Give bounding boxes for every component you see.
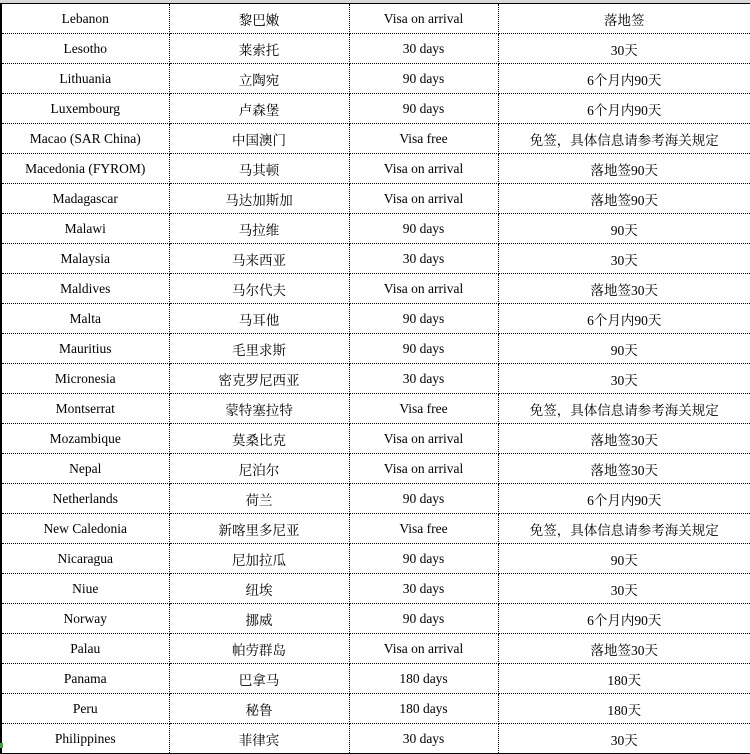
table-row [1, 184, 750, 214]
cell-country-zh: 马其顿 [169, 154, 349, 184]
cell-visa-zh: 免签，具体信息请参考海关规定 [498, 514, 750, 544]
cell-country-en: Netherlands [1, 484, 169, 514]
table-row [1, 394, 750, 424]
cell-country-en: New Caledonia [1, 514, 169, 544]
cell-country-zh: 毛里求斯 [169, 334, 349, 364]
table-row [1, 514, 750, 544]
table-row [1, 364, 750, 394]
cell-country-en: Palau [1, 634, 169, 664]
cell-country-zh: 蒙特塞拉特 [169, 394, 349, 424]
cell-country-zh: 密克罗尼西亚 [169, 364, 349, 394]
visa-table-body [1, 4, 750, 754]
cell-country-en: Peru [1, 694, 169, 724]
cell-visa-zh: 180天 [498, 694, 750, 724]
cell-country-en: Panama [1, 664, 169, 694]
table-row [1, 454, 750, 484]
cell-country-zh: 纽埃 [169, 574, 349, 604]
table-row [1, 544, 750, 574]
cell-country-zh: 立陶宛 [169, 64, 349, 94]
cell-visa-zh: 90天 [498, 214, 750, 244]
cell-country-en: Philippines [1, 724, 169, 754]
cell-visa-en: 30 days [349, 244, 498, 274]
cell-country-en: Norway [1, 604, 169, 634]
cell-visa-en: 180 days [349, 694, 498, 724]
cell-visa-zh: 落地签 [498, 4, 750, 34]
cell-visa-zh: 90天 [498, 334, 750, 364]
cell-visa-en: Visa on arrival [349, 184, 498, 214]
cell-visa-en: Visa free [349, 514, 498, 544]
cell-country-en: Lebanon [1, 4, 169, 34]
cell-visa-en: 30 days [349, 34, 498, 64]
cell-country-en: Niue [1, 574, 169, 604]
table-row [1, 304, 750, 334]
cell-visa-en: 30 days [349, 724, 498, 754]
cell-visa-en: 90 days [349, 604, 498, 634]
cell-country-zh: 马拉维 [169, 214, 349, 244]
cell-country-en: Mozambique [1, 424, 169, 454]
cell-visa-en: 180 days [349, 664, 498, 694]
table-row [1, 274, 750, 304]
cell-visa-zh: 免签，具体信息请参考海关规定 [498, 394, 750, 424]
cell-country-zh: 秘鲁 [169, 694, 349, 724]
cell-country-zh: 黎巴嫩 [169, 4, 349, 34]
cell-visa-zh: 落地签30天 [498, 634, 750, 664]
cell-visa-zh: 30天 [498, 724, 750, 754]
table-row [1, 94, 750, 124]
visa-table [0, 3, 750, 754]
cell-visa-en: Visa free [349, 394, 498, 424]
cell-visa-en: 30 days [349, 364, 498, 394]
cell-visa-en: 90 days [349, 214, 498, 244]
cell-country-en: Micronesia [1, 364, 169, 394]
cell-visa-zh: 6个月内90天 [498, 304, 750, 334]
cell-visa-en: 90 days [349, 484, 498, 514]
cell-country-en: Malawi [1, 214, 169, 244]
cell-visa-zh: 30天 [498, 364, 750, 394]
cell-visa-zh: 30天 [498, 34, 750, 64]
cell-country-en: Maldives [1, 274, 169, 304]
cell-visa-en: 90 days [349, 544, 498, 574]
cell-country-zh: 荷兰 [169, 484, 349, 514]
cell-visa-en: Visa on arrival [349, 274, 498, 304]
cell-visa-zh: 落地签30天 [498, 274, 750, 304]
table-row [1, 214, 750, 244]
cell-visa-en: 90 days [349, 304, 498, 334]
cell-country-en: Montserrat [1, 394, 169, 424]
cell-country-zh: 莫桑比克 [169, 424, 349, 454]
table-row [1, 484, 750, 514]
cell-country-zh: 巴拿马 [169, 664, 349, 694]
cell-visa-en: 30 days [349, 574, 498, 604]
cell-country-en: Malaysia [1, 244, 169, 274]
cell-visa-zh: 6个月内90天 [498, 94, 750, 124]
cell-visa-zh: 免签，具体信息请参考海关规定 [498, 124, 750, 154]
cell-visa-zh: 落地签90天 [498, 154, 750, 184]
table-row [1, 634, 750, 664]
cell-visa-zh: 6个月内90天 [498, 64, 750, 94]
cell-country-en: Madagascar [1, 184, 169, 214]
table-row [1, 154, 750, 184]
cell-country-zh: 帕劳群岛 [169, 634, 349, 664]
cell-visa-zh: 6个月内90天 [498, 604, 750, 634]
table-row [1, 124, 750, 154]
cell-country-zh: 马达加斯加 [169, 184, 349, 214]
cell-country-en: Nepal [1, 454, 169, 484]
cell-country-zh: 尼加拉瓜 [169, 544, 349, 574]
table-row [1, 424, 750, 454]
cell-country-zh: 马来西亚 [169, 244, 349, 274]
table-row [1, 724, 750, 754]
cell-country-en: Nicaragua [1, 544, 169, 574]
table-row [1, 574, 750, 604]
cell-country-zh: 中国澳门 [169, 124, 349, 154]
cell-country-en: Mauritius [1, 334, 169, 364]
cell-visa-zh: 180天 [498, 664, 750, 694]
cell-visa-zh: 30天 [498, 574, 750, 604]
cell-country-en: Lithuania [1, 64, 169, 94]
cell-country-zh: 挪威 [169, 604, 349, 634]
cell-country-en: Malta [1, 304, 169, 334]
cell-visa-en: Visa on arrival [349, 454, 498, 484]
cell-country-en: Macao (SAR China) [1, 124, 169, 154]
green-corner-mark [0, 743, 3, 748]
cell-country-zh: 菲律宾 [169, 724, 349, 754]
cell-visa-zh: 落地签90天 [498, 184, 750, 214]
cell-visa-zh: 90天 [498, 544, 750, 574]
cell-visa-en: 90 days [349, 94, 498, 124]
cell-country-zh: 卢森堡 [169, 94, 349, 124]
cell-country-zh: 马耳他 [169, 304, 349, 334]
table-row [1, 4, 750, 34]
cell-visa-en: Visa on arrival [349, 4, 498, 34]
cell-country-zh: 新喀里多尼亚 [169, 514, 349, 544]
cell-visa-zh: 落地签30天 [498, 424, 750, 454]
cell-country-en: Macedonia (FYROM) [1, 154, 169, 184]
cell-visa-en: Visa on arrival [349, 154, 498, 184]
cell-visa-zh: 30天 [498, 244, 750, 274]
cell-visa-en: Visa on arrival [349, 424, 498, 454]
cell-country-zh: 马尔代夫 [169, 274, 349, 304]
cell-visa-en: 90 days [349, 334, 498, 364]
cell-visa-zh: 落地签30天 [498, 454, 750, 484]
table-row [1, 64, 750, 94]
table-row [1, 244, 750, 274]
cell-country-en: Luxembourg [1, 94, 169, 124]
table-row [1, 604, 750, 634]
cell-visa-zh: 6个月内90天 [498, 484, 750, 514]
table-row [1, 334, 750, 364]
cell-visa-en: Visa free [349, 124, 498, 154]
cell-visa-en: 90 days [349, 64, 498, 94]
table-row [1, 694, 750, 724]
table-row [1, 664, 750, 694]
table-row [1, 34, 750, 64]
cell-visa-en: Visa on arrival [349, 634, 498, 664]
cell-country-zh: 尼泊尔 [169, 454, 349, 484]
cell-country-en: Lesotho [1, 34, 169, 64]
cell-country-zh: 莱索托 [169, 34, 349, 64]
